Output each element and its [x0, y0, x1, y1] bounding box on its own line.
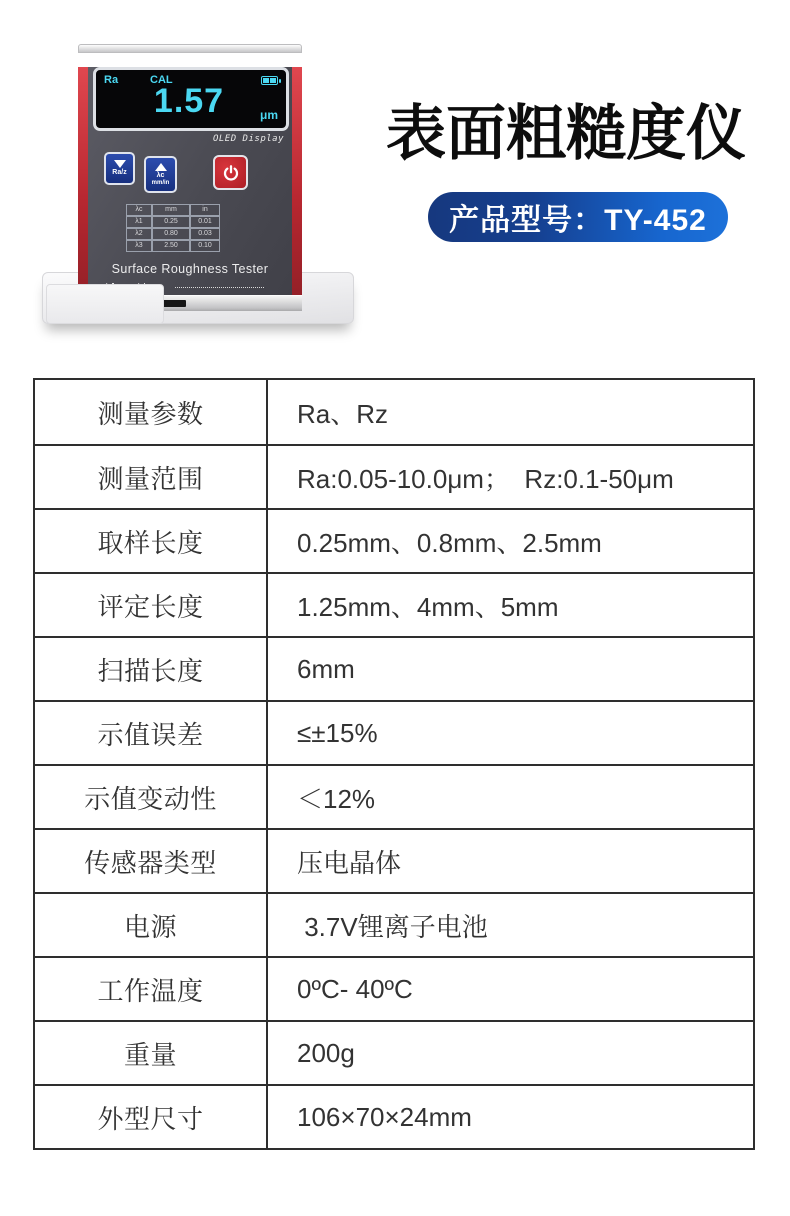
table-row — [35, 700, 753, 764]
spec-label: 测量范围 — [35, 446, 268, 508]
device-side-trim-right — [292, 67, 302, 311]
screen-unit-label: μm — [259, 108, 278, 122]
lambda-button-label-top: λc — [156, 171, 165, 179]
spec-value: 0ºC- 40ºC — [297, 973, 413, 1004]
cutoff-header-cell: λc — [126, 204, 152, 216]
spec-value: Ra、Rz — [297, 398, 389, 429]
spec-value: 3.7V锂离子电池 — [297, 911, 488, 942]
table-row — [35, 1084, 753, 1148]
table-row — [35, 572, 753, 636]
spec-label: 传感器类型 — [35, 830, 268, 892]
device-top-cap — [78, 44, 302, 53]
spec-value: Ra:0.05-10.0μm； Rz:0.1-50μm — [297, 463, 674, 494]
page-title: 表面粗糙度仪 — [386, 101, 746, 167]
table-row — [35, 764, 753, 828]
screen-param-label: Ra — [104, 74, 119, 86]
lambda-mm-in-button — [144, 156, 177, 193]
spec-label: 评定长度 — [35, 574, 268, 636]
acrylic-test-block-step — [46, 284, 164, 324]
roughness-tester-device — [78, 44, 302, 311]
spec-label: 测量参数 — [35, 380, 268, 444]
spec-label: 取样长度 — [35, 510, 268, 572]
spec-value: 0.25mm、0.8mm、2.5mm — [297, 527, 602, 558]
cutoff-header-cell: mm — [152, 204, 190, 216]
down-triangle-icon — [114, 160, 126, 168]
product-photo — [0, 0, 380, 360]
device-brand-text: Surface Roughness Tester — [111, 262, 269, 276]
table-row — [35, 956, 753, 1020]
table-row — [35, 892, 753, 956]
cutoff-header-cell: in — [190, 204, 220, 216]
spec-label: 示值变动性 — [35, 766, 268, 828]
oled-display-caption: OLED Display — [212, 134, 284, 144]
lambda-button-label-bottom: mm/in — [151, 179, 170, 186]
up-triangle-icon — [155, 163, 167, 171]
spec-label: 扫描长度 — [35, 638, 268, 700]
power-icon — [222, 164, 240, 182]
spec-value: 1.25mm、4mm、5mm — [297, 591, 559, 622]
spec-value: 压电晶体 — [297, 847, 402, 878]
cutoff-cell: λ2 — [126, 228, 152, 240]
spec-label: 示值误差 — [35, 702, 268, 764]
spec-table — [33, 378, 755, 1150]
table-row — [35, 636, 753, 700]
screen-reading-value: 1.57 — [153, 82, 225, 120]
cutoff-cell: 0.10 — [190, 240, 220, 252]
spec-value: 6mm — [297, 653, 355, 684]
ruler-dots — [175, 287, 264, 288]
cutoff-cell: 0.80 — [152, 228, 190, 240]
screen-cal-label: CAL — [150, 74, 173, 86]
spec-label: 外型尺寸 — [35, 1086, 268, 1148]
cutoff-cell: 0.01 — [190, 216, 220, 228]
spec-label: 重量 — [35, 1022, 268, 1084]
power-button — [213, 155, 248, 190]
ra-rz-button — [104, 152, 135, 185]
model-badge-text: 产品型号：TY-452 — [449, 204, 707, 237]
cutoff-cell: λ1 — [126, 216, 152, 228]
table-row — [35, 444, 753, 508]
device-body — [78, 67, 302, 311]
spec-label: 工作温度 — [35, 958, 268, 1020]
oled-screen — [93, 67, 289, 131]
spec-value: ≤±15% — [297, 717, 378, 748]
spec-label: 电源 — [35, 894, 268, 956]
spec-value: ＜12% — [297, 783, 376, 814]
table-row — [35, 380, 753, 444]
cutoff-cell: 0.03 — [190, 228, 220, 240]
ra-rz-button-label: Ra/z — [112, 169, 127, 176]
cutoff-cell: 2.50 — [152, 240, 190, 252]
table-row — [35, 508, 753, 572]
table-row — [35, 828, 753, 892]
cutoff-length-table — [126, 204, 292, 252]
device-side-trim-left — [78, 67, 88, 311]
table-row — [35, 1020, 753, 1084]
model-badge — [428, 192, 728, 242]
battery-icon — [261, 76, 278, 85]
cutoff-cell: 0.25 — [152, 216, 190, 228]
device-button-row — [104, 152, 292, 193]
cutoff-cell: λ3 — [126, 240, 152, 252]
spec-value: 106×70×24mm — [297, 1101, 472, 1132]
spec-value: 200g — [297, 1037, 355, 1068]
